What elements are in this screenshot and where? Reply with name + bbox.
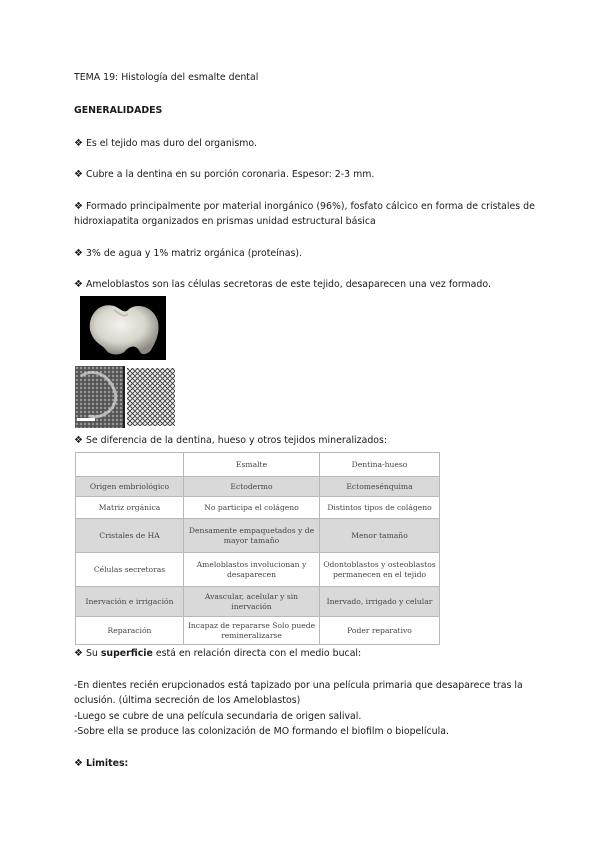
table-cell: Inervado, irrigado y celular — [320, 587, 440, 617]
bullet-text: Formado principalmente por material inorgánico (96%), fosfato cálcico en forma de cristales de — [85, 201, 535, 212]
table-row — [76, 477, 440, 497]
bullet-icon: ❖ — [74, 758, 83, 769]
bullet-icon: ❖ — [74, 169, 83, 180]
surface-keyword: superficie — [100, 648, 153, 659]
document-title: TEMA 19: Histología del esmalte dental — [74, 72, 259, 83]
tooth-photo-image — [80, 296, 166, 360]
limits-heading-text: Limites: — [85, 758, 129, 769]
table-cell: Inervación e irrigación — [76, 587, 184, 617]
surface-line-4: -Sobre ella se produce las colonización de MO formando el biofilm o biopelícula. — [74, 726, 449, 737]
surface-suffix: está en relación directa con el medio bucal: — [152, 648, 362, 659]
microscopy-illustration — [75, 366, 177, 428]
bullet-item-3 — [74, 200, 535, 214]
table-cell: Odontoblastos y osteoblastos permanecen en el tejido — [320, 553, 440, 587]
bullet-item-5 — [74, 278, 491, 292]
table-cell: Poder reparativo — [320, 617, 440, 645]
bullet-icon: ❖ — [74, 648, 83, 659]
table-cell: Avascular, acelular y sin inervación — [184, 587, 320, 617]
bullet-item-4 — [74, 247, 302, 261]
bullet-item-1 — [74, 137, 257, 151]
table-row — [76, 519, 440, 553]
bullet-icon: ❖ — [74, 248, 83, 259]
table-cell: Densamente empaquetados y de mayor tamaño — [184, 519, 320, 553]
bullet-text: Cubre a la dentina en su porción coronaria. Espesor: 2-3 mm. — [85, 169, 375, 180]
table-cell: Menor tamaño — [320, 519, 440, 553]
table-cell: Cristales de HA — [76, 519, 184, 553]
table-cell: Reparación — [76, 617, 184, 645]
table-cell: Distintos tipos de colágeno — [320, 497, 440, 519]
surface-line-3: -Luego se cubre de una película secundaria de origen salival. — [74, 711, 362, 722]
bullet-icon: ❖ — [74, 138, 83, 149]
table-header-row — [76, 453, 440, 477]
table-cell: Ectodermo — [184, 477, 320, 497]
section-heading-generalidades: GENERALIDADES — [74, 105, 163, 116]
table-cell: Origen embriológico — [76, 477, 184, 497]
table-row — [76, 553, 440, 587]
table-cell: Incapaz de repararse Solo puede remineralizarse — [184, 617, 320, 645]
surface-line-2: oclusión. (última secreción de los Ameloblastos) — [74, 695, 301, 706]
bullet-icon: ❖ — [74, 201, 83, 212]
table-header-cell: Dentina-hueso — [320, 453, 440, 477]
bullet-text: Se diferencia de la dentina, hueso y otros tejidos mineralizados: — [85, 435, 388, 446]
table-header-cell: Esmalte — [184, 453, 320, 477]
table-cell: Células secretoras — [76, 553, 184, 587]
bullet-item-6 — [74, 434, 387, 448]
enamel-microscopy-image — [75, 366, 177, 428]
table-row — [76, 497, 440, 519]
table-row — [76, 617, 440, 645]
surface-line-1: -En dientes recién erupcionados está tapizado por una película primaria que desaparece tras la — [74, 680, 523, 691]
table-header-cell — [76, 453, 184, 477]
surface-prefix: Su — [85, 648, 101, 659]
limits-heading — [74, 757, 128, 771]
table-cell: Ectomesénquima — [320, 477, 440, 497]
bullet-item-2 — [74, 168, 374, 182]
bullet-text: Ameloblastos son las células secretoras de este tejido, desaparecen una vez formado. — [85, 279, 491, 290]
table-cell: Matriz orgánica — [76, 497, 184, 519]
surface-bullet — [74, 647, 361, 661]
table-cell: Ameloblastos involucionan y desaparecen — [184, 553, 320, 587]
bullet-text: Es el tejido mas duro del organismo. — [85, 138, 257, 149]
bullet-icon: ❖ — [74, 279, 83, 290]
bullet-item-3-continuation: hidroxiapatita organizados en prismas unidad estructural básica — [74, 216, 376, 227]
bullet-icon: ❖ — [74, 435, 83, 446]
comparison-table — [75, 452, 440, 645]
bullet-text: 3% de agua y 1% matriz orgánica (proteínas). — [85, 248, 302, 259]
table-cell: No participa el colágeno — [184, 497, 320, 519]
table-row — [76, 587, 440, 617]
tooth-illustration — [80, 296, 166, 360]
